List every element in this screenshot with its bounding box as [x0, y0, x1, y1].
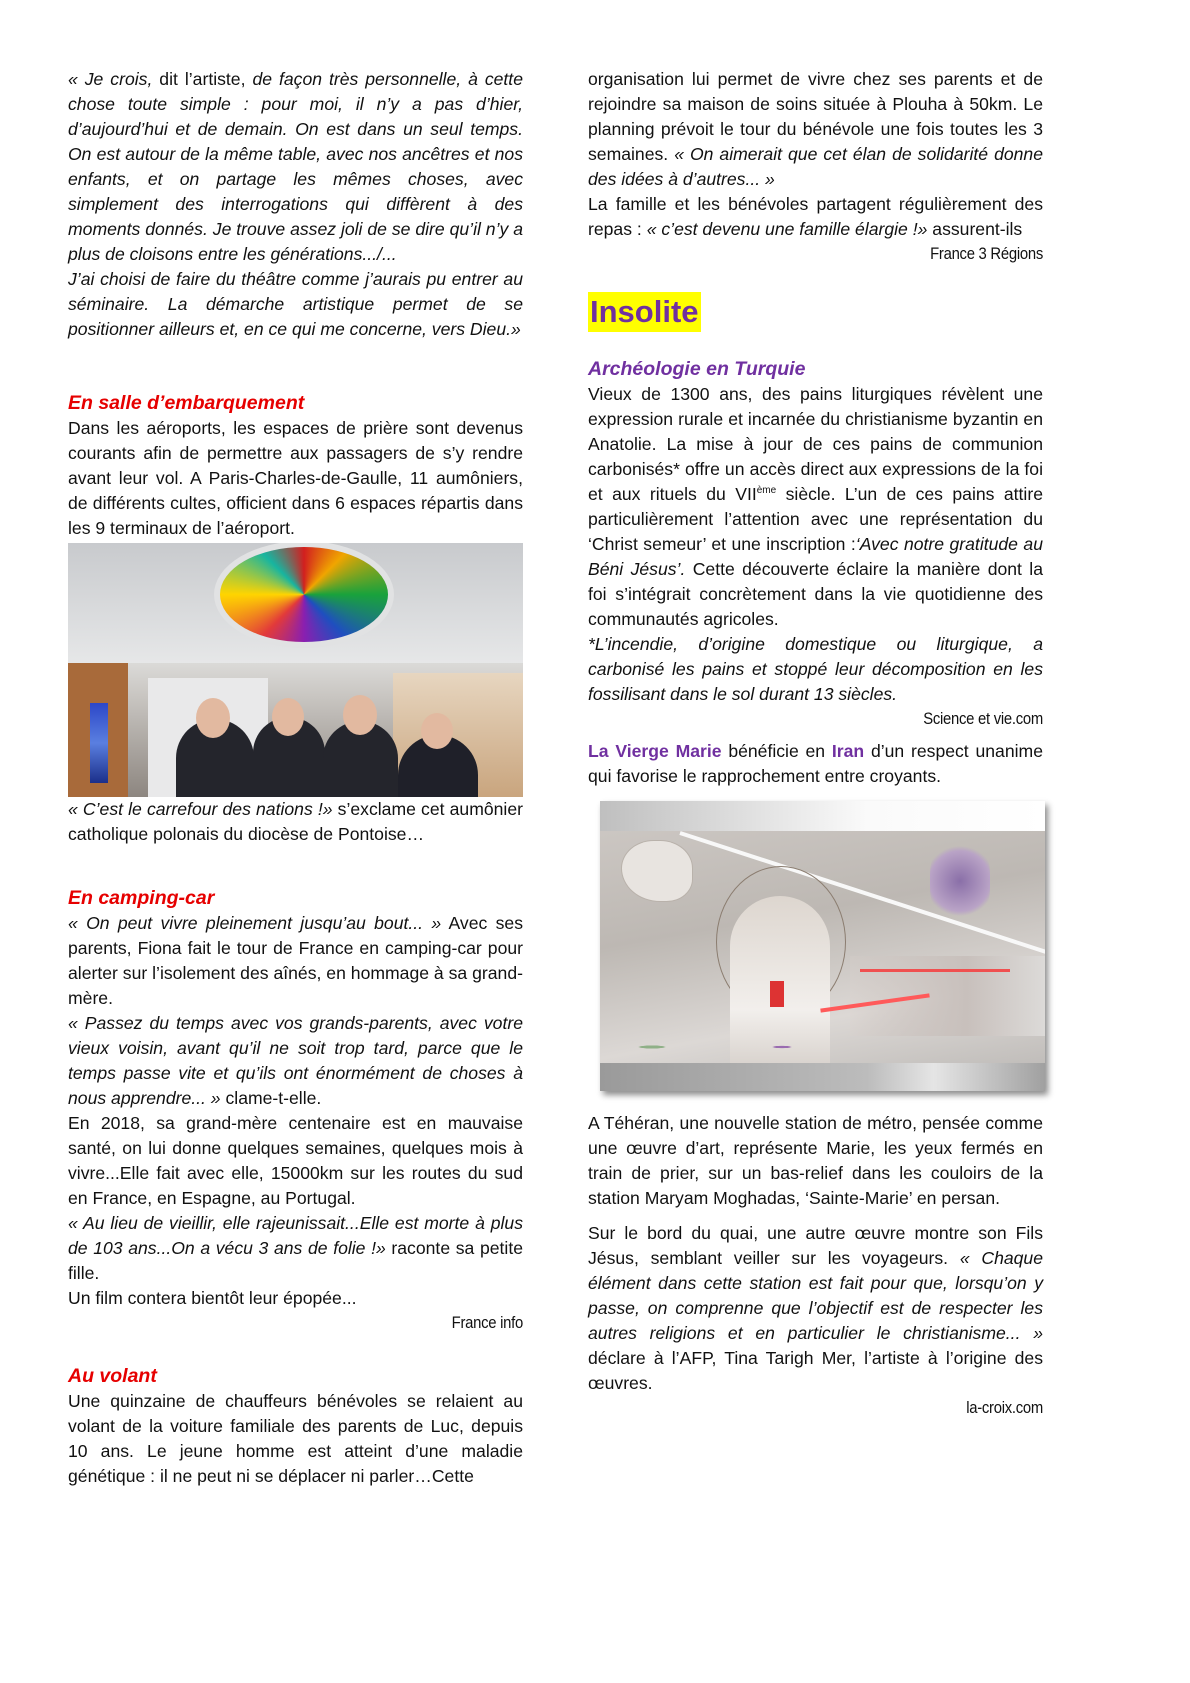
tehran-metro-photo [600, 801, 1045, 1091]
artist-quote-part2: J’ai choisi de faire du théâtre comme j’aurais pu entrer au séminaire. La démarche artistique permet de se positionner ailleurs et, en ce qui me concerne, vers Dieu.» [68, 269, 523, 339]
volant-body: Une quinzaine de chauffeurs bénévoles se relaient au volant de la voiture familiale des parents de Luc, depuis 10 ans. Le jeune homme est atteint d’une maladie génétique : il ne peut ni se déplacer ni parler…Cette [68, 1391, 523, 1486]
heading-camping: En camping-car [68, 887, 215, 909]
turquie-body: Vieux de 1300 ans, des pains liturgiques révèlent une expression rurale et incarnée du christianisme byzantin en Anatolie. La mise à jour de ces pains de communion carbonisés* offre un accès direct aux expressions de la foi et aux rituels du VIIème siècle. L’un de ces pains attire particulièrement l’attention avec une représentation du ‘Christ semeur’ et une inscription :‘Avec notre gratitude au Béni Jésus’. Cette découverte éclaire la manière dont la foi s’intégrait concrètement dans la vie quotidienne des communautés agricoles. [588, 384, 1044, 629]
left-column [68, 67, 523, 1489]
camping-p2: « Passez du temps avec vos grands-parents, avec votre vieux voisin, avant qu’il ne soit trop tard, parce que le temps passe vite et qu’ils ont énormément de choses à nous apprendre... » clame-t-elle. [68, 1013, 523, 1108]
airport-body: Dans les aéroports, les espaces de prière sont devenus courants afin de permettre aux passagers de s’y rendre avant leur vol. A Paris-Charles-de-Gaulle, 11 aumôniers, de différents cultes, officient dans 6 espaces répartis dans les 9 terminaux de l’aéroport. [68, 418, 523, 538]
turquie-footnote: *L’incendie, d’origine domestique ou liturgique, a carbonisé les pains et stoppé leur décomposition en les fossilisant dans le sol durant 13 siècles. [588, 634, 1043, 704]
section-title-insolite: Insolite [588, 292, 701, 332]
airport-chaplains-photo [68, 543, 523, 797]
source-france3: France 3 Régions [930, 245, 1043, 263]
heading-airport: En salle d’embarquement [68, 392, 305, 414]
iran-intro: La Vierge Marie bénéficie en Iran d’un respect unanime qui favorise le rapprochement entre croyants. [588, 741, 1043, 786]
source-france-info: France info [451, 1314, 523, 1332]
heading-turquie: Archéologie en Turquie [588, 358, 806, 380]
camping-p5: Un film contera bientôt leur épopée... [68, 1288, 357, 1308]
stained-glass-ceiling [220, 547, 388, 642]
source-la-croix: la-croix.com [966, 1399, 1043, 1417]
iran-p2: Sur le bord du quai, une autre œuvre montre son Fils Jésus, semblant veiller sur les voyageurs. « Chaque élément dans cette station est fait pour que, lorsqu’on y passe, on comprenne que l’objectif est de respecter les autres religions et en particulier le christianisme... » déclare à l’AFP, Tina Tarigh Mer, l’artiste à l’origine des œuvres. [588, 1223, 1043, 1393]
source-science-et-vie: Science et vie.com [923, 710, 1043, 728]
airport-caption: « C’est le carrefour des nations !» s’exclame cet aumônier catholique polonais du diocèse de Pontoise… [68, 799, 523, 844]
iran-p1: A Téhéran, une nouvelle station de métro, pensée comme une œuvre d’art, représente Marie, les yeux fermés en train de prier, sur un bas-relief dans les couloirs de la station Maryam Moghadas, ‘Sainte-Marie’ en persan. [588, 1113, 1043, 1208]
dove-relief [622, 841, 692, 901]
camping-p3: En 2018, sa grand-mère centenaire est en mauvaise santé, on lui donne quelques semaines, quelques mois à vivre...Elle fait avec elle, 15000km sur les routes du sud en France, en Espagne, au Portugal. [68, 1113, 523, 1208]
volant-continued-p2: La famille et les bénévoles partagent régulièrement des repas : « c’est devenu une famille élargie !» assurent-ils [588, 194, 1043, 239]
camping-p1: « On peut vivre pleinement jusqu’au bout... » Avec ses parents, Fiona fait le tour de France en camping-car pour alerter sur l’isolement des aînés, en hommage à sa grand-mère. [68, 913, 523, 1008]
heading-volant: Au volant [68, 1365, 157, 1387]
camping-p4: « Au lieu de vieillir, elle rajeunissait...Elle est morte à plus de 103 ans...On a vécu 3 ans de folie !» raconte sa petite fille. [68, 1213, 523, 1283]
artist-quote: « Je crois, dit l’artiste, de façon très personnelle, à cette chose toute simple : pour moi, il n’y a pas d’hier, d’aujourd’hui et de demain. On est dans un seul temps. On est autour de la même table, avec nos ancêtres et nos enfants, et on partage les mêmes choses, avec simplement des interrogations qui diffèrent à des moments donnés. Je trouve assez joli de se dire qu’il n’y a plus de cloisons entre les générations.../... [68, 69, 523, 264]
volant-continued-p1: organisation lui permet de vivre chez ses parents et de rejoindre sa maison de soins située à Plouha à 50km. Le planning prévoit le tour du bénévole une fois toutes les 3 semaines. « On aimerait que cet élan de solidarité donne des idées à d’autres... » [588, 69, 1043, 189]
right-column [588, 67, 1043, 1420]
